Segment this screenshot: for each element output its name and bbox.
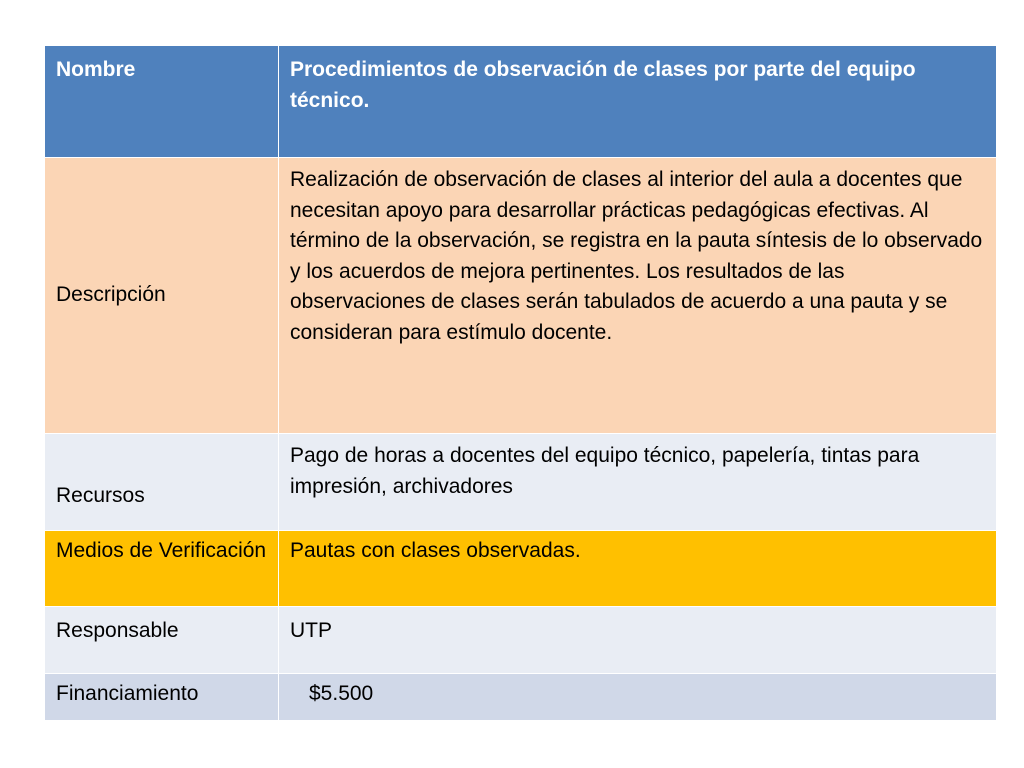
- label-nombre: Nombre: [45, 46, 279, 158]
- project-table: [44, 45, 997, 721]
- value-medios-verificacion: Pautas con clases observadas.: [279, 531, 997, 607]
- table-row-recursos: [45, 434, 997, 531]
- label-financiamiento: Financiamiento: [45, 674, 279, 721]
- value-nombre: Procedimientos de observación de clases por parte del equipo técnico.: [279, 46, 997, 158]
- table-row-responsable: [45, 607, 997, 674]
- value-recursos: Pago de horas a docentes del equipo técnico, papelería, tintas para impresión, archivadores: [279, 434, 997, 531]
- label-responsable: Responsable: [45, 607, 279, 674]
- label-medios-verificacion: Medios de Verificación: [45, 531, 279, 607]
- table-row-medios-verificacion: [45, 531, 997, 607]
- table-row-nombre: [45, 46, 997, 158]
- label-recursos: Recursos: [45, 434, 279, 531]
- table-row-descripcion: [45, 158, 997, 434]
- value-descripcion: Realización de observación de clases al interior del aula a docentes que necesitan apoyo para desarrollar prácticas pedagógicas efectivas. Al término de la observación, se registra en la pauta síntesis de lo observado y los acuerdos de mejora pertinentes. Los resultados de las observaciones de clases serán tabulados de acuerdo a una pauta y se consideran para estímulo docente.: [279, 158, 997, 434]
- value-responsable: UTP: [279, 607, 997, 674]
- value-financiamiento: $5.500: [279, 674, 997, 721]
- label-descripcion: Descripción: [45, 158, 279, 434]
- table-row-financiamiento: [45, 674, 997, 721]
